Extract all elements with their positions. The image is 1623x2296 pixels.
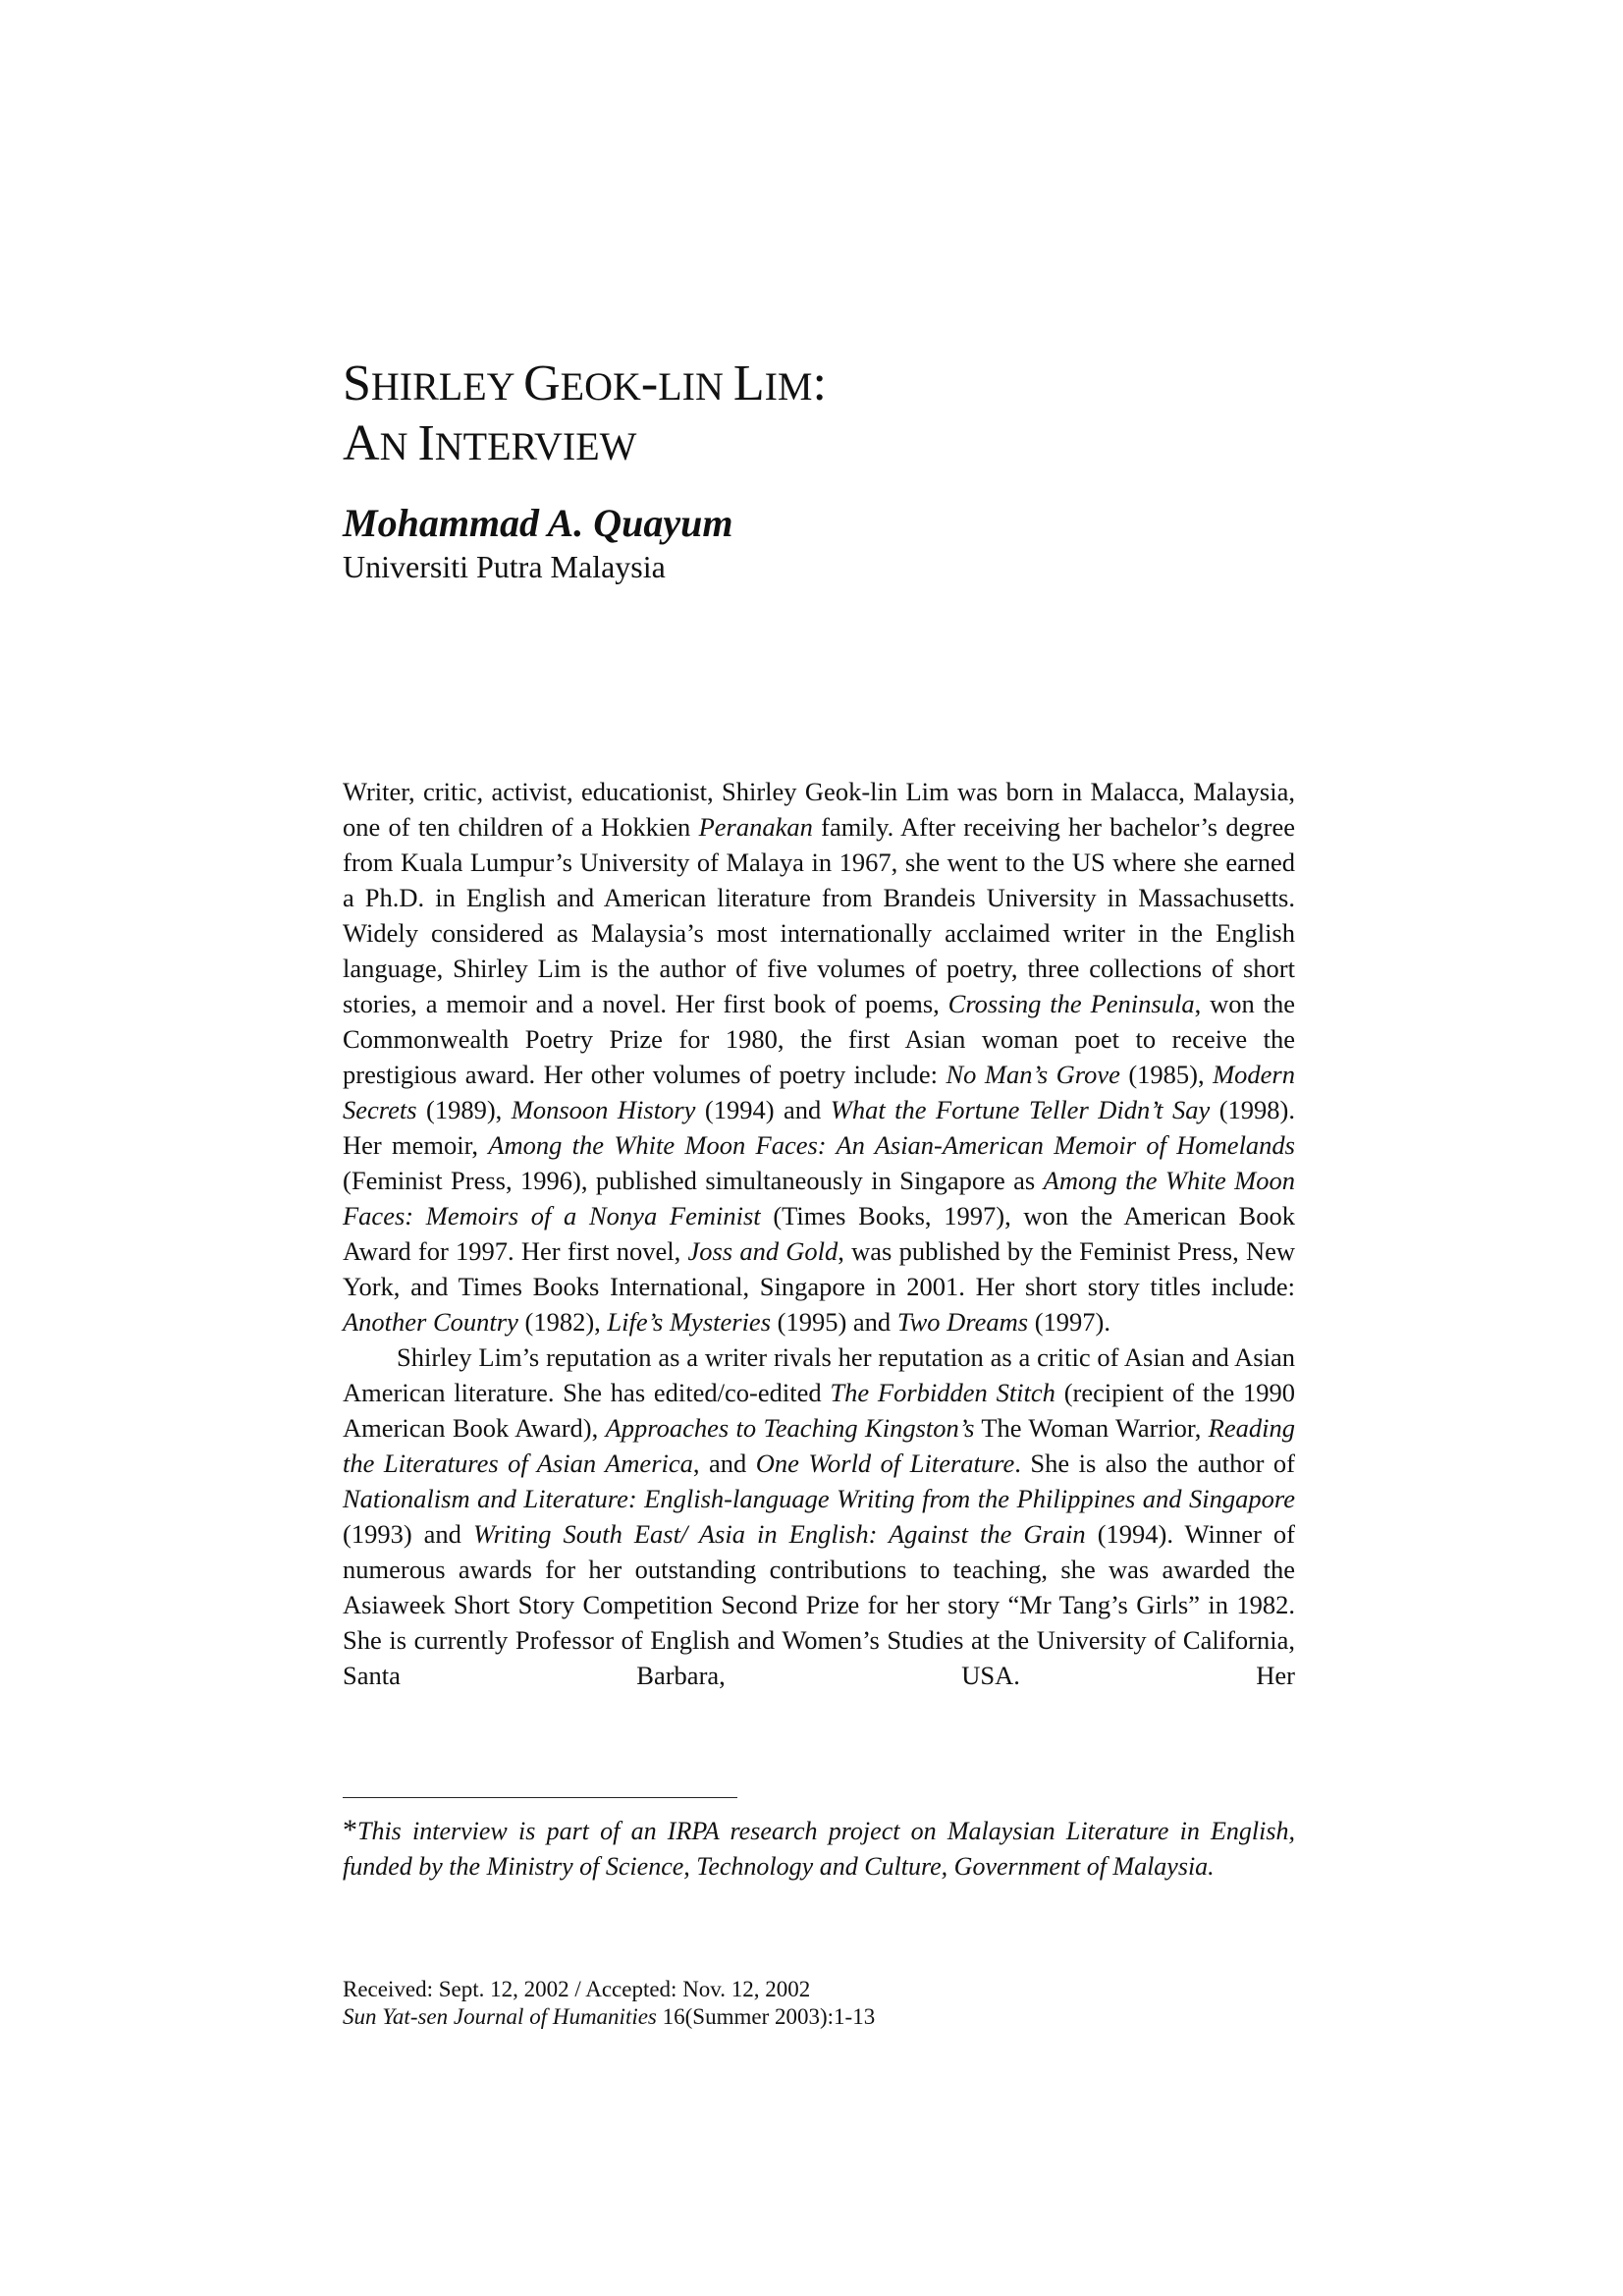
- title-segment: LIN: [658, 364, 733, 409]
- title-segment: L: [732, 355, 765, 411]
- italic-title-run: Reading the Literatures of Asian America: [343, 1413, 1295, 1478]
- journal-name: Sun Yat-sen Journal of Humanities: [343, 2004, 657, 2029]
- text-run: (1985),: [1119, 1060, 1214, 1089]
- italic-title-run: Writing South East/ Asia in English: Against the Grain: [472, 1519, 1086, 1549]
- footnote-marker: *: [343, 1814, 357, 1846]
- text-run: The Woman Warrior,: [974, 1413, 1209, 1443]
- publication-info: [343, 1976, 1295, 2031]
- author-name: Mohammad A. Quayum: [343, 501, 733, 545]
- title-segment: N: [379, 424, 418, 468]
- italic-title-run: Monsoon History: [511, 1095, 696, 1124]
- title-segment: HIRLEY: [370, 364, 524, 409]
- italic-title-run: Two Dreams: [896, 1307, 1029, 1337]
- italic-title-run: Among the White Moon Faces: An Asian-American Memoir of Homelands: [488, 1130, 1295, 1160]
- italic-title-run: Joss and Gold: [687, 1236, 839, 1266]
- title-segment: A: [343, 415, 380, 471]
- italic-title-run: What the Fortune Teller Didn’t Say: [830, 1095, 1211, 1124]
- title-segment: EOK: [560, 364, 641, 409]
- title-segment: :: [812, 355, 827, 411]
- text-run: Writer, critic, activist, educationist, Shirley Geok-lin Lim was born in Malacca, Malaysia, one of ten children of a Hokkien: [343, 777, 1295, 842]
- text-run: (1994). Winner of numerous awards for her outstanding contributions to teaching, she was awarded the Asiaweek Short Story Competition Second Prize for her story “Mr Tang’s Girls” in 1982. She is currently Professor of English and Women’s Studies at the University of California, Santa Barbara, USA. Her: [343, 1519, 1295, 1690]
- journal-issue: 16(Summer 2003):1-13: [656, 2004, 876, 2029]
- italic-title-run: Life’s Mysteries: [607, 1307, 772, 1337]
- text-run: (1998). Her memoir,: [343, 1095, 1295, 1160]
- text-run: , was published by the Feminist Press, New York, and Times Books International, Singapore in 2001. Her short story titles include:: [343, 1236, 1295, 1301]
- italic-title-run: Crossing the Peninsula: [947, 989, 1195, 1018]
- italic-title-run: The Forbidden Stitch: [830, 1378, 1055, 1407]
- italic-title-run: No Man’s Grove: [946, 1060, 1120, 1089]
- received-accepted-dates: Received: Sept. 12, 2002 / Accepted: Nov. 12, 2002: [343, 1977, 811, 2001]
- article-title-line-1: [343, 355, 1295, 415]
- italic-title-run: Modern Secrets: [343, 1060, 1295, 1124]
- text-run: Shirley Lim’s reputation as a writer rivals her reputation as a critic of Asian and Asian American literature. She has edited/co-edited: [343, 1342, 1295, 1407]
- journal-citation: [343, 2003, 1295, 2031]
- text-run: (1982),: [517, 1307, 608, 1337]
- title-segment: IM: [764, 364, 813, 409]
- italic-title-run: Approaches to Teaching Kingston’s: [605, 1413, 975, 1443]
- footnote: [343, 1813, 1295, 1885]
- text-run: . She is also the author of: [1014, 1449, 1295, 1478]
- author-affiliation: Universiti Putra Malaysia: [343, 549, 666, 584]
- text-run: , and: [692, 1449, 756, 1478]
- body-paragraph-2: [343, 1339, 1295, 1693]
- italic-title-run: Among the White Moon Faces: Memoirs of a Nonya Feminist: [343, 1166, 1295, 1230]
- text-run: (1993) and: [343, 1519, 473, 1549]
- italic-title-run: Nationalism and Literature: English-language Writing from the Philippines and Singapore: [343, 1484, 1295, 1513]
- text-run: (recipient of the 1990 American Book Award),: [343, 1378, 1295, 1443]
- title-segment: G: [523, 355, 561, 411]
- title-segment: -: [640, 355, 659, 411]
- title-segment: S: [343, 355, 371, 411]
- text-run: (1997).: [1028, 1307, 1110, 1337]
- text-run: (Times Books, 1997), won the American Book Award for 1997. Her first novel,: [343, 1201, 1295, 1266]
- title-block: [343, 355, 1295, 585]
- text-run: (1995) and: [771, 1307, 897, 1337]
- footnote-text: This interview is part of an IRPA research project on Malaysian Literature in English, funded by the Ministry of Science, Technology and Culture, Government of Malaysia.: [343, 1817, 1295, 1881]
- italic-title-run: One World of Literature: [755, 1449, 1015, 1478]
- title-segment: NTERVIEW: [434, 424, 637, 468]
- title-segment: I: [417, 415, 435, 471]
- text-run: (1989),: [416, 1095, 512, 1124]
- footnote-divider: [343, 1797, 737, 1798]
- body-paragraph-1: [343, 774, 1295, 1339]
- italic-title-run: Peranakan: [698, 812, 813, 842]
- text-run: , won the Commonwealth Poetry Prize for 1980, the first Asian woman poet to receive the prestigious award. Her other volumes of poetry include:: [343, 989, 1296, 1089]
- text-run: family. After receiving her bachelor’s degree from Kuala Lumpur’s University of Malaya in 1967, she went to the US where she earned a Ph.D. in English and American literature from Brandeis University in Massachusetts. Widely considered as Malaysia’s most internationally acclaimed writer in the English language, Shirley Lim is the author of five volumes of poetry, three collections of short stories, a memoir and a novel. Her first book of poems,: [343, 812, 1295, 1018]
- article-title-line-2: [343, 415, 1295, 475]
- article-body: [343, 774, 1295, 1693]
- italic-title-run: Another Country: [343, 1307, 518, 1337]
- text-run: (Feminist Press, 1996), published simultaneously in Singapore as: [343, 1166, 1044, 1195]
- text-run: (1994) and: [695, 1095, 831, 1124]
